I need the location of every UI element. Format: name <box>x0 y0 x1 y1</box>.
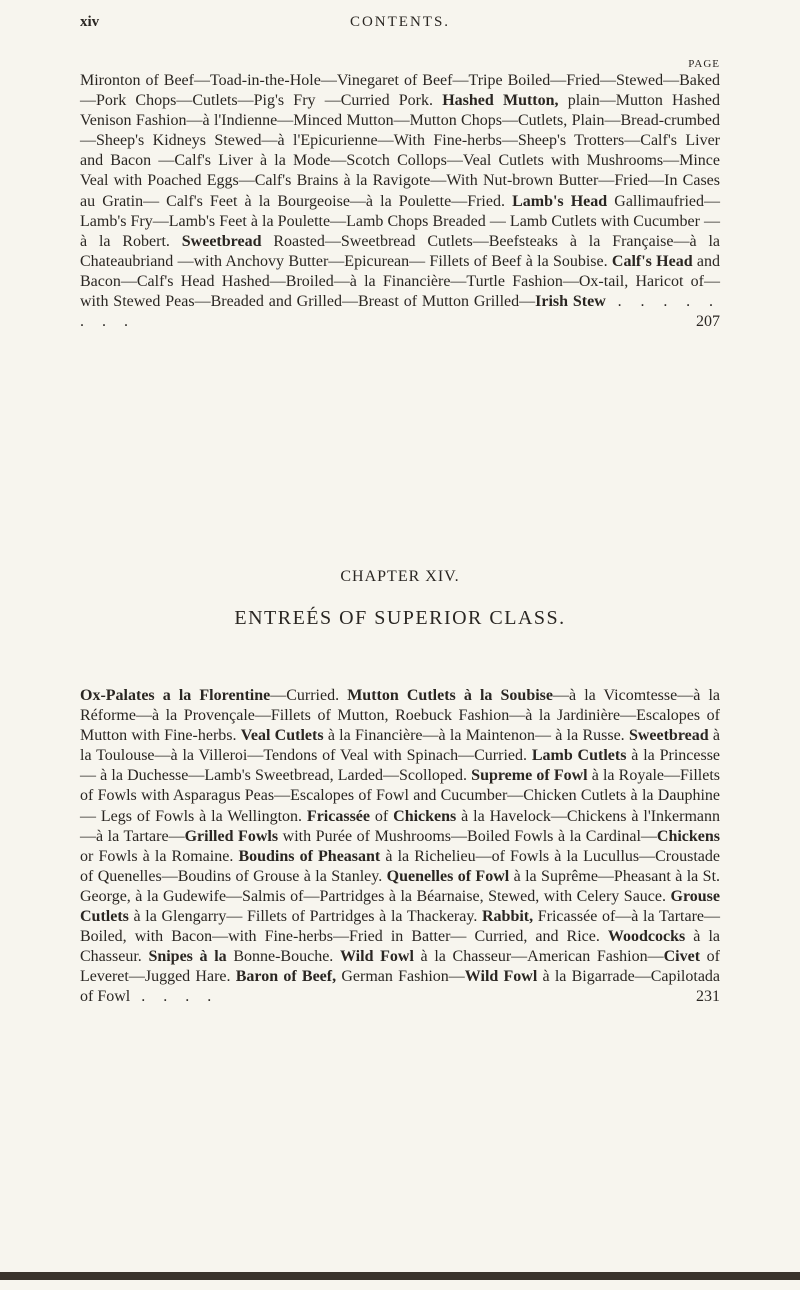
entry-run: —Curried. <box>270 687 348 704</box>
entry-run: —à la Vicomtesse—à la Réforme—à la Provençale—Fillets of Mutton, Roebuck Fashion—à la Jardinière—Escalopes of Mutton with Fine-herbs. <box>80 687 720 745</box>
bold-heading-term: Snipes à la <box>148 948 227 966</box>
entry-run: of Leveret—Jugged Hare. <box>80 948 721 986</box>
bold-heading-term: Baron of Beef, <box>235 968 337 986</box>
bold-heading-term: Supreme of Fowl <box>471 767 588 785</box>
bold-heading-term: Soubise <box>500 687 553 704</box>
entry-run: or Fowls à la Romaine. <box>80 847 239 865</box>
entry-run: Bonne-Bouche. <box>226 948 340 966</box>
chapter-number: CHAPTER XIV. <box>340 568 460 585</box>
entry-page-number: 231 <box>696 988 720 1006</box>
entry-run: à la Suprême—Pheasant à la St. George, à la Gudewife—Salmis of—Partridges à la Béarnaise, Stewed, with Celery Sauce. <box>80 867 721 905</box>
bold-heading-term: Chickens <box>393 807 457 825</box>
entry-run: of <box>370 807 394 825</box>
chapter-title: ENTREÉS OF SUPERIOR CLASS. <box>234 607 566 629</box>
dot-leader: . . . . . . . . <box>80 293 720 331</box>
dot-leader: . . . . <box>130 988 219 1006</box>
entry-run: plain—Mutton Hashed Venison Fashion—à l'Indienne—Minced Mutton—Mutton Chops—Cutlets, Plain—Bread-crumbed—Sheep's Kidneys Stewed—à l'Epicurienne—With Fine-herbs—Sheep's Trotters—Calf's Liver and Bacon —Calf's Liver à la Mode—Scotch Collops—Veal Cutlets with Mushrooms—Mince Veal with Poached Eggs—Calf's Brains à la Ravigote—With Nut-brown Butter—Fried—In Cases au Gratin— Calf's Feet à la Bourgeoise—à la Poulette—Fried. <box>80 92 721 210</box>
entry-run: à la Richelieu—of Fowls à la Lucullus—Croustade of Quenelles—Boudins of Grouse à la Stanley. <box>80 847 720 885</box>
bold-heading-term: Irish Stew <box>535 293 606 311</box>
bold-heading-term: Sweetbread <box>181 232 262 250</box>
entry-run: Fricassée of—à la Tartare—Boiled, with Bacon—with Fine-herbs—Fried in Batter— Curried, and Rice. <box>80 908 721 946</box>
page-column-label: PAGE <box>688 58 720 70</box>
entry-page-number: 207 <box>696 313 720 331</box>
entry-run: à la Glengarry— Fillets of Partridges à la Thackeray. <box>128 908 482 926</box>
entry-run: à la Royale—Fillets of Fowls with Asparagus Peas—Escalopes of Fowl and Cucumber—Chicken Cutlets à la Dauphine— Legs of Fowls à la Wellington. <box>80 767 720 825</box>
entry-run: à la Princesse— à la Duchesse—Lamb's Sweetbread, Larded—Scolloped. <box>80 747 721 785</box>
contents-entry-chapter-13 <box>80 71 720 332</box>
contents-entry-chapter-14 <box>80 686 720 1008</box>
bold-heading-term: Hashed Mutton, <box>442 92 559 110</box>
entry-run: à la Toulouse—à la Villeroi—Tendons of Veal with Spinach—Curried. <box>80 727 721 765</box>
running-title: CONTENTS. <box>349 14 451 30</box>
entry-run: à la Financière—à la Maintenon— à la Russe. <box>323 727 629 745</box>
bold-heading-term: Chickens <box>656 827 721 845</box>
entry-text <box>80 72 720 310</box>
bold-heading-term: Sweetbread <box>628 727 709 745</box>
bold-heading-term: Grouse Cutlets <box>80 887 720 926</box>
entry-run: à la Chasseur—American Fashion— <box>413 948 664 966</box>
bold-heading-term: Rabbit, <box>481 908 534 926</box>
entry-text <box>80 687 720 1005</box>
entry-run <box>492 687 500 704</box>
entry-run: Roasted—Sweetbread Cutlets—Beefsteaks à la Française—à la Chateaubriand —with Anchovy Butter—Epicurean— Fillets of Beef à la Soubise. <box>80 232 721 270</box>
bold-heading-term: Grilled Fowls <box>184 827 279 845</box>
bold-heading-term: Woodcocks <box>607 928 686 946</box>
bold-heading-term: Lamb's Head <box>512 192 608 210</box>
bold-heading-term: Civet <box>663 948 701 966</box>
entry-run: à la Bigarrade—Capilotada of Fowl <box>80 968 721 1006</box>
entry-run: and Bacon—Calf's Head Hashed—Broiled—à la Financière—Turtle Fashion—Ox-tail, Haricot of—with Stewed Peas—Breaded and Grilled—Breast of Mutton Grilled— <box>80 252 720 311</box>
entry-run: Gallimaufried—Lamb's Fry—Lamb's Feet à la Poulette—Lamb Chops Breaded — Lamb Cutlets with Cucumber — à la Robert. <box>80 192 721 250</box>
bold-heading-term: Wild Fowl <box>339 948 414 966</box>
page-edge-shadow <box>0 1272 800 1280</box>
bold-heading-term: Mutton Cutlets à la <box>347 687 493 704</box>
bold-heading-term: Ox-Palates a la Florentine <box>80 687 271 704</box>
bold-heading-term: Calf's Head <box>611 252 693 270</box>
bold-heading-term: Boudins of Pheasant <box>238 847 381 865</box>
running-header <box>80 14 720 38</box>
bold-heading-term: Quenelles of Fowl <box>386 867 510 885</box>
bold-heading-term: Veal Cutlets <box>240 727 324 745</box>
bold-heading-term: Fricassée <box>306 807 370 825</box>
page-folio: xiv <box>80 14 100 30</box>
entry-run: Mironton of Beef—Toad-in-the-Hole—Vinegaret of Beef—Tripe Boiled—Fried—Stewed—Baked—Pork Chops—Cutlets—Pig's Fry —Curried Pork. <box>80 72 720 110</box>
entry-run: German Fashion— <box>336 968 465 986</box>
entry-run: à la Chasseur. <box>80 928 720 966</box>
entry-run: à la Havelock—Chickens à l'Inkermann—à la Tartare— <box>80 807 721 845</box>
bold-heading-term: Lamb Cutlets <box>531 747 627 765</box>
entry-run: with Purée of Mushrooms—Boiled Fowls à la Cardinal— <box>278 827 657 845</box>
bold-heading-term: Wild Fowl <box>464 968 538 986</box>
